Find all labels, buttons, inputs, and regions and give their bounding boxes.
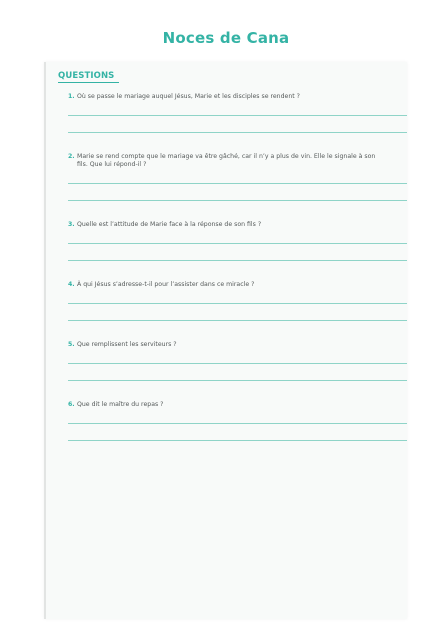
question-text (68, 341, 377, 349)
answer-line[interactable] (68, 320, 407, 321)
question-text (68, 401, 377, 409)
answer-line[interactable] (68, 260, 407, 261)
question-5 (68, 341, 407, 349)
question-text (68, 221, 377, 229)
question-number: 2. (68, 153, 75, 160)
question-text (68, 93, 377, 101)
question-label: Quelle est l’attitude de Marie face à la réponse de son fils ? (77, 221, 262, 228)
question-text (68, 281, 377, 289)
question-4 (68, 281, 407, 289)
questions-heading: QUESTIONS (58, 71, 119, 83)
question-1 (68, 93, 407, 101)
answer-line[interactable] (68, 380, 407, 381)
answer-line[interactable] (68, 440, 407, 441)
answer-line[interactable] (68, 115, 407, 116)
question-label: Où se passe le mariage auquel Jésus, Marie et les disciples se rendent ? (77, 93, 300, 100)
answer-line[interactable] (68, 132, 407, 133)
answer-line[interactable] (68, 423, 407, 424)
questions-panel (44, 62, 407, 619)
question-3 (68, 221, 407, 229)
question-number: 1. (68, 93, 75, 100)
question-number: 4. (68, 281, 75, 288)
question-2 (68, 153, 407, 169)
question-label: Que dit le maître du repas ? (77, 401, 164, 408)
answer-line[interactable] (68, 363, 407, 364)
answer-line[interactable] (68, 303, 407, 304)
answer-line[interactable] (68, 183, 407, 184)
question-label: Marie se rend compte que le mariage va être gâché, car il n’y a plus de vin. Elle le signale à son fils. Que lui répond-il ? (77, 153, 376, 168)
question-label: À qui Jésus s’adresse-t-il pour l’assister dans ce miracle ? (77, 281, 255, 288)
question-number: 3. (68, 221, 75, 228)
question-6 (68, 401, 407, 409)
answer-line[interactable] (68, 243, 407, 244)
answer-line[interactable] (68, 200, 407, 201)
question-label: Que remplissent les serviteurs ? (77, 341, 177, 348)
question-text (68, 153, 377, 169)
question-number: 6. (68, 401, 75, 408)
page-title: Noces de Cana (162, 29, 290, 47)
question-number: 5. (68, 341, 75, 348)
